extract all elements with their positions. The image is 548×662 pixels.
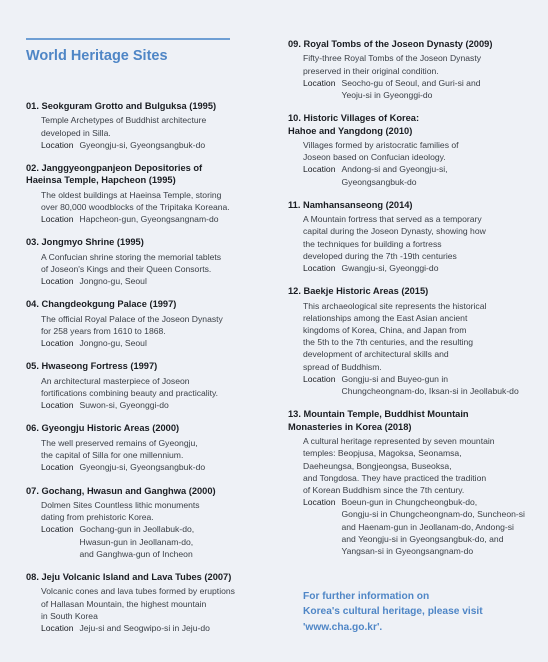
site-body bbox=[26, 313, 276, 350]
site-title: 09. Royal Tombs of the Joseon Dynasty (2009) bbox=[288, 39, 493, 49]
location-label: Location bbox=[303, 77, 336, 88]
site-description: Dolmen Sites Countless lithic monuments dating from prehistoric Korea. bbox=[41, 499, 200, 523]
site-description: A Mountain fortress that served as a temporary capital during the Joseon Dynasty, showing how the techniques for building a fortress developed during the 7th -19th centuries bbox=[303, 214, 486, 261]
site-description: Volcanic cones and lava tubes formed by eruptions of Hallasan Mountain, the highest mountain in South Korea bbox=[41, 586, 235, 621]
location-value: Jeju-si and Seogwipo-si in Jeju-do bbox=[79, 622, 210, 633]
site-location bbox=[41, 461, 276, 473]
site-location bbox=[41, 337, 276, 349]
site-title: 06. Gyeongju Historic Areas (2000) bbox=[26, 423, 180, 434]
site-location bbox=[303, 77, 538, 101]
site-location bbox=[303, 262, 538, 274]
left-column bbox=[26, 100, 276, 645]
location-label: Location bbox=[41, 400, 74, 411]
site-location bbox=[41, 523, 276, 560]
site-title: 08. Jeju Volcanic Island and Lava Tubes (2007) bbox=[26, 571, 232, 582]
location-label: Location bbox=[303, 263, 336, 274]
site-location bbox=[41, 275, 276, 287]
heritage-site-entry bbox=[26, 485, 276, 560]
heritage-site-entry bbox=[26, 298, 276, 349]
location-value: Gongju-si and Buyeo-gun in Chungcheongnam-do, Iksan-si in Jeollabuk-do bbox=[341, 373, 519, 397]
site-title: 01. Seokguram Grotto and Bulguksa (1995) bbox=[26, 101, 217, 111]
site-location bbox=[303, 496, 538, 557]
location-value: Andong-si and Gyeongju-si, Gyeongsangbuk-do bbox=[341, 164, 448, 187]
site-description: Fifty-three Royal Tombs of the Joseon Dynasty preserved in their original condition. bbox=[303, 53, 482, 76]
site-title: 12. Baekje Historic Areas (2015) bbox=[288, 286, 429, 297]
site-body bbox=[288, 213, 538, 274]
site-location bbox=[303, 373, 538, 397]
site-title: 10. Historic Villages of Korea: Hahoe and Yangdong (2010) bbox=[288, 113, 420, 136]
location-value: Boeun-gun in Chungcheongbuk-do, Gongju-si in Chungcheongnam-do, Suncheon-si and Haenam-gun in Jeollanam-do, Andong-si and Yeongju-si in Gyeongsangbuk-do, and Yangsan-si in Gyeongsangnam-do bbox=[341, 497, 525, 556]
site-description: The well preserved remains of Gyeongju, the capital of Silla for one millennium. bbox=[41, 437, 198, 461]
heritage-site-entry bbox=[26, 162, 276, 225]
site-body bbox=[288, 435, 538, 557]
heritage-site-entry bbox=[26, 100, 276, 151]
site-location bbox=[41, 622, 276, 634]
location-value: Gyeongju-si, Gyeongsangbuk-do bbox=[79, 462, 206, 473]
site-body bbox=[26, 499, 276, 560]
site-body bbox=[26, 375, 276, 412]
site-title: 07. Gochang, Hwasun and Ganghwa (2000) bbox=[26, 485, 216, 496]
location-value: Gwangju-si, Gyeonggi-do bbox=[341, 263, 439, 274]
site-body bbox=[26, 189, 276, 226]
location-label: Location bbox=[41, 524, 74, 535]
site-title: 11. Namhansanseong (2014) bbox=[288, 199, 413, 210]
site-title: 03. Jongmyo Shrine (1995) bbox=[26, 237, 144, 248]
site-title: 02. Janggyeongpanjeon Depositories of Haeinsa Temple, Hapcheon (1995) bbox=[26, 163, 203, 186]
site-body bbox=[26, 585, 276, 634]
location-label: Location bbox=[41, 276, 74, 287]
location-value: Jongno-gu, Seoul bbox=[79, 276, 147, 287]
heading-rule bbox=[26, 38, 230, 40]
site-description: A cultural heritage represented by seven mountain temples: Beopjusa, Magoksa, Seonamsa, Daeheungsa, Bongjeongsa, Buseoksa, and Tongdosa. They have practiced the tradition of Korean Buddhism since the 7th century. bbox=[303, 436, 495, 495]
location-label: Location bbox=[303, 164, 336, 175]
site-body bbox=[26, 251, 276, 288]
site-description: The oldest buildings at Haeinsa Temple, storing over 80,000 woodblocks of the Tripitaka Koreana. bbox=[41, 189, 230, 213]
further-info-note: For further information on Korea's cultural heritage, please visit 'www.cha.go.kr'. bbox=[303, 591, 483, 633]
heritage-site-entry bbox=[26, 236, 276, 287]
site-title: 05. Hwaseong Fortress (1997) bbox=[26, 361, 158, 372]
page-title: World Heritage Sites bbox=[26, 48, 168, 64]
location-value: Gochang-gun in Jeollabuk-do, Hwasun-gun in Jeollanam-do, and Ganghwa-gun of Incheon bbox=[79, 524, 195, 559]
location-label: Location bbox=[303, 497, 336, 508]
heritage-site-entry bbox=[288, 199, 538, 274]
heritage-site-entry bbox=[26, 571, 276, 634]
site-title: 13. Mountain Temple, Buddhist Mountain Monasteries in Korea (2018) bbox=[288, 409, 469, 432]
heritage-site-entry bbox=[288, 112, 538, 188]
site-title: 04. Changdeokgung Palace (1997) bbox=[26, 299, 177, 310]
site-location bbox=[41, 139, 276, 151]
site-body bbox=[26, 114, 276, 151]
site-description: Temple Archetypes of Buddhist architecture developed in Silla. bbox=[41, 115, 207, 138]
location-label: Location bbox=[41, 214, 74, 225]
site-description: This archaeological site represents the historical relationships among the East Asian ancient kingdoms of Korea, China, and Japan from the 5th to the 7th centuries, and the resulting development of architectural skills and spread of Buddhism. bbox=[303, 300, 487, 372]
location-value: Hapcheon-gun, Gyeongsangnam-do bbox=[79, 214, 219, 225]
site-description: Villages formed by aristocratic families of Joseon based on Confucian ideology. bbox=[303, 140, 459, 163]
location-label: Location bbox=[303, 373, 336, 384]
site-description: A Confucian shrine storing the memorial tablets of Joseon's Kings and their Queen Consorts. bbox=[41, 251, 222, 275]
location-value: Suwon-si, Gyeonggi-do bbox=[79, 400, 169, 411]
site-description: An architectural masterpiece of Joseon fortifications combining beauty and practicality. bbox=[41, 375, 219, 399]
heritage-site-entry bbox=[288, 285, 538, 397]
site-body bbox=[288, 52, 538, 101]
heritage-site-entry bbox=[26, 360, 276, 411]
heritage-site-entry bbox=[288, 408, 538, 557]
heritage-site-entry bbox=[288, 38, 538, 101]
location-value: Gyeongju-si, Gyeongsangbuk-do bbox=[79, 139, 206, 150]
location-value: Jongno-gu, Seoul bbox=[79, 338, 147, 349]
site-body bbox=[288, 300, 538, 398]
site-description: The official Royal Palace of the Joseon Dynasty for 258 years from 1610 to 1868. bbox=[41, 313, 223, 337]
site-location bbox=[303, 163, 538, 187]
location-value: Seocho-gu of Seoul, and Guri-si and Yeoju-si in Gyeonggi-do bbox=[341, 77, 481, 101]
location-label: Location bbox=[41, 338, 74, 349]
right-column bbox=[288, 38, 538, 568]
location-label: Location bbox=[41, 462, 74, 473]
location-label: Location bbox=[41, 622, 74, 633]
site-location bbox=[41, 399, 276, 411]
site-body bbox=[26, 437, 276, 474]
site-body bbox=[288, 139, 538, 188]
site-location bbox=[41, 213, 276, 225]
location-label: Location bbox=[41, 139, 74, 150]
heritage-site-entry bbox=[26, 422, 276, 473]
